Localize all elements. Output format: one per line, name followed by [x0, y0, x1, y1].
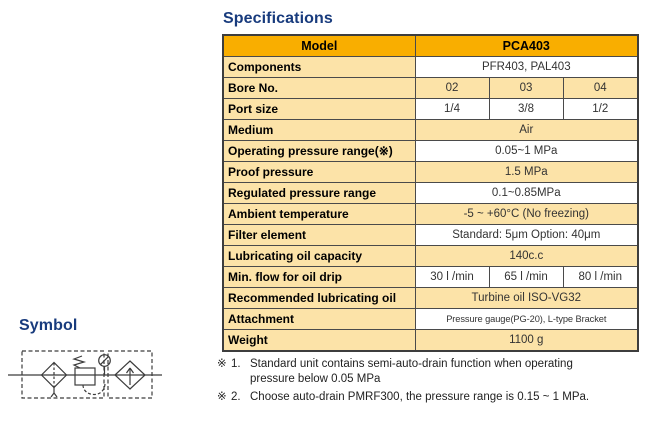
specifications-table: [222, 34, 639, 352]
footnote-2: [217, 390, 603, 405]
row-value: PFR403, PAL403: [415, 57, 638, 78]
row-label: Weight: [223, 330, 415, 352]
row-value: Pressure gauge(PG-20), L-type Bracket: [415, 309, 638, 330]
row-label: Ambient temperature: [223, 204, 415, 225]
row-label: Medium: [223, 120, 415, 141]
footnote-1: [217, 357, 603, 386]
model-header-value: PCA403: [415, 35, 638, 57]
pressure-gauge-icon: [99, 355, 111, 375]
row-label: Min. flow for oil drip: [223, 267, 415, 288]
reference-mark: ※: [217, 391, 227, 404]
row-value: 30 l /min: [415, 267, 489, 288]
row-value: 1/2: [563, 99, 638, 120]
table-row-min-flow: [223, 267, 638, 288]
row-value: 1.5 MPa: [415, 162, 638, 183]
row-label: Recommended lubricating oil: [223, 288, 415, 309]
row-value: Air: [415, 120, 638, 141]
row-value: 0.1~0.85MPa: [415, 183, 638, 204]
footnote-text: Standard unit contains semi-auto-drain function when operating pressure below 0.05 MPa: [250, 358, 573, 385]
symbol-section: [5, 317, 205, 408]
footnote-number: 2.: [231, 391, 241, 404]
row-value: 1/4: [415, 99, 489, 120]
model-header-label: Model: [223, 35, 415, 57]
table-row-attachment: [223, 309, 638, 330]
table-row-regulated-pressure: [223, 183, 638, 204]
row-label: Operating pressure range(※): [223, 141, 415, 162]
row-label: Attachment: [223, 309, 415, 330]
table-row-recommended-oil: [223, 288, 638, 309]
pneumatic-circuit-symbol: [5, 344, 167, 408]
row-value: -5 ~ +60°C (No freezing): [415, 204, 638, 225]
row-value: 1100 g: [415, 330, 638, 352]
table-row-oil-capacity: [223, 246, 638, 267]
table-row-operating-pressure: [223, 141, 638, 162]
row-label: Lubricating oil capacity: [223, 246, 415, 267]
row-label: Regulated pressure range: [223, 183, 415, 204]
row-value: 80 l /min: [563, 267, 638, 288]
row-label: Bore No.: [223, 78, 415, 99]
table-row-weight: [223, 330, 638, 352]
row-value: Turbine oil ISO-VG32: [415, 288, 638, 309]
table-row-proof-pressure: [223, 162, 638, 183]
row-label: Components: [223, 57, 415, 78]
table-header-row: [223, 35, 638, 57]
table-row-components: [223, 57, 638, 78]
specifications-section: [217, 10, 642, 409]
row-label: Filter element: [223, 225, 415, 246]
row-label: Port size: [223, 99, 415, 120]
table-row-medium: [223, 120, 638, 141]
footnote-text: Choose auto-drain PMRF300, the pressure range is 0.15 ~ 1 MPa.: [250, 391, 590, 404]
air-filter-icon: [42, 363, 67, 398]
row-value: Standard: 5μm Option: 40μm: [415, 225, 638, 246]
table-row-ambient-temperature: [223, 204, 638, 225]
table-row-filter-element: [223, 225, 638, 246]
row-value: 140c.c: [415, 246, 638, 267]
footnotes: [217, 357, 603, 405]
row-value: 3/8: [489, 99, 563, 120]
footnote-number: 1.: [231, 358, 241, 370]
specifications-title: Specifications: [223, 10, 333, 27]
table-row-port-size: [223, 99, 638, 120]
reference-mark: ※: [217, 358, 227, 370]
row-value: 04: [563, 78, 638, 99]
row-value: 65 l /min: [489, 267, 563, 288]
row-value: 02: [415, 78, 489, 99]
row-label: Proof pressure: [223, 162, 415, 183]
table-row-bore-no: [223, 78, 638, 99]
row-value: 03: [489, 78, 563, 99]
symbol-title: Symbol: [19, 317, 78, 334]
row-value: 0.05~1 MPa: [415, 141, 638, 162]
